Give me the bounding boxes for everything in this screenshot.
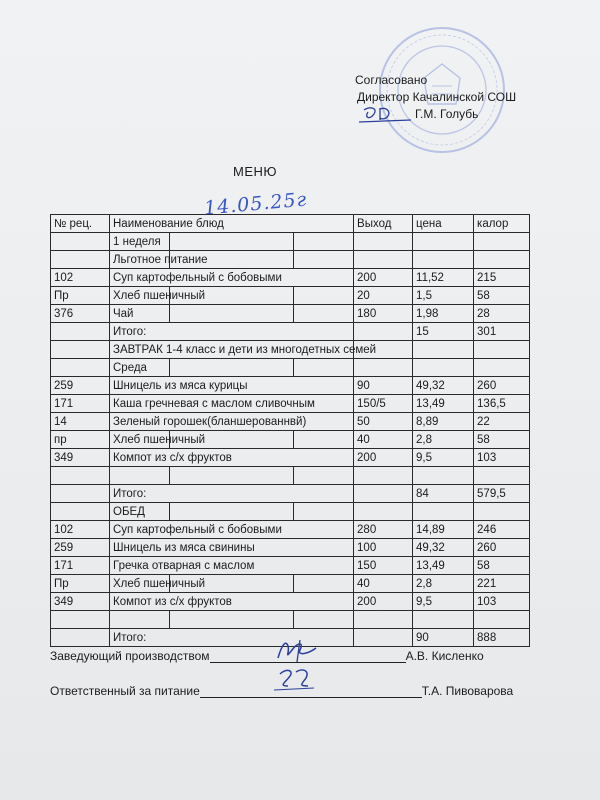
recipe-number-cell <box>51 323 110 341</box>
table-row <box>51 431 530 449</box>
empty-cell <box>294 431 354 449</box>
calories-cell <box>474 611 530 629</box>
yield-cell <box>354 251 413 269</box>
page-title: МЕНЮ <box>233 164 278 179</box>
dish-name-cell <box>110 467 170 485</box>
manager-signature-line <box>50 648 484 663</box>
empty-cell <box>294 251 354 269</box>
recipe-number-cell <box>51 485 110 503</box>
price-cell <box>413 251 474 269</box>
recipe-number-cell <box>51 467 110 485</box>
yield-cell <box>354 323 413 341</box>
calories-cell: 888 <box>474 629 530 647</box>
recipe-number-cell <box>51 233 110 251</box>
yield-cell: 90 <box>354 377 413 395</box>
price-cell: 14,89 <box>413 521 474 539</box>
yield-cell: 40 <box>354 575 413 593</box>
recipe-number-cell: Пр <box>51 287 110 305</box>
approval-director-name: Г.М. Голубь <box>415 107 479 121</box>
price-cell <box>413 359 474 377</box>
price-cell <box>413 503 474 521</box>
calories-cell: 58 <box>474 557 530 575</box>
table-row <box>51 359 530 377</box>
calories-cell: 260 <box>474 377 530 395</box>
table-row <box>51 413 530 431</box>
calories-cell <box>474 467 530 485</box>
dish-name-cell: Итого: <box>110 629 354 647</box>
empty-cell <box>294 611 354 629</box>
empty-cell <box>294 287 354 305</box>
yield-cell <box>354 611 413 629</box>
dish-name-cell: Среда <box>110 359 170 377</box>
calories-cell: 103 <box>474 449 530 467</box>
table-header-row <box>51 215 530 233</box>
calories-cell: 579,5 <box>474 485 530 503</box>
calories-cell <box>474 233 530 251</box>
calories-cell: 301 <box>474 323 530 341</box>
recipe-number-cell: 171 <box>51 395 110 413</box>
handwritten-date: 14.05.25г <box>203 188 308 220</box>
dish-name-cell: Льготное питание <box>110 251 170 269</box>
recipe-number-cell <box>51 341 110 359</box>
calories-cell: 136,5 <box>474 395 530 413</box>
table-row <box>51 449 530 467</box>
price-cell: 90 <box>413 629 474 647</box>
table-row <box>51 467 530 485</box>
manager-label: Заведующий производством <box>50 649 210 663</box>
table-row <box>51 539 530 557</box>
price-cell: 13,49 <box>413 395 474 413</box>
empty-cell <box>294 233 354 251</box>
yield-cell: 200 <box>354 593 413 611</box>
price-cell: 84 <box>413 485 474 503</box>
yield-cell <box>354 503 413 521</box>
manager-name: А.В. Кисленко <box>405 649 484 663</box>
table-row <box>51 611 530 629</box>
dish-name-cell: Хлеб пшеничный <box>110 287 170 305</box>
recipe-number-cell <box>51 629 110 647</box>
price-cell: 2,8 <box>413 575 474 593</box>
calories-cell: 28 <box>474 305 530 323</box>
dish-name-cell: 1 неделя <box>110 233 170 251</box>
dish-name-cell: Шницель из мяса курицы <box>110 377 354 395</box>
dish-name-cell: Каша гречневая с маслом сливочным <box>110 395 354 413</box>
calories-cell: 215 <box>474 269 530 287</box>
recipe-number-cell: 349 <box>51 593 110 611</box>
dish-name-cell: Хлеб пшеничный <box>110 431 170 449</box>
table-row <box>51 377 530 395</box>
empty-cell <box>294 359 354 377</box>
yield-cell: 50 <box>354 413 413 431</box>
calories-cell <box>474 251 530 269</box>
empty-cell <box>294 575 354 593</box>
empty-cell <box>170 233 294 251</box>
empty-cell <box>170 503 294 521</box>
calories-cell: 221 <box>474 575 530 593</box>
approval-position: Директор Качалинской СОШ <box>357 90 517 104</box>
dish-name-cell: Хлеб пшеничный <box>110 575 170 593</box>
responsible-label: Ответственный за питание <box>50 684 200 698</box>
calories-cell: 103 <box>474 593 530 611</box>
director-signature <box>356 104 414 126</box>
recipe-number-cell <box>51 503 110 521</box>
table-row <box>51 557 530 575</box>
recipe-number-cell <box>51 359 110 377</box>
price-cell: 9,5 <box>413 449 474 467</box>
table-row <box>51 593 530 611</box>
calories-cell: 58 <box>474 431 530 449</box>
dish-name-cell: Чай <box>110 305 170 323</box>
dish-name-cell: Компот из с/х фруктов <box>110 593 354 611</box>
header-cell: № рец. <box>51 215 110 233</box>
recipe-number-cell: 14 <box>51 413 110 431</box>
calories-cell: 22 <box>474 413 530 431</box>
dish-name-cell: ОБЕД <box>110 503 170 521</box>
price-cell: 1,98 <box>413 305 474 323</box>
recipe-number-cell: 376 <box>51 305 110 323</box>
price-cell <box>413 611 474 629</box>
table-row <box>51 341 530 359</box>
recipe-number-cell: 349 <box>51 449 110 467</box>
empty-cell <box>294 305 354 323</box>
menu-table <box>50 214 530 647</box>
price-cell <box>413 467 474 485</box>
table-row <box>51 521 530 539</box>
yield-cell: 280 <box>354 521 413 539</box>
responsible-signature <box>268 666 328 692</box>
calories-cell: 58 <box>474 287 530 305</box>
recipe-number-cell: пр <box>51 431 110 449</box>
table-row <box>51 305 530 323</box>
recipe-number-cell: 102 <box>51 521 110 539</box>
calories-cell: 246 <box>474 521 530 539</box>
header-cell: калор <box>474 215 530 233</box>
yield-cell <box>354 359 413 377</box>
price-cell <box>413 233 474 251</box>
recipe-number-cell: 259 <box>51 377 110 395</box>
yield-cell: 150/5 <box>354 395 413 413</box>
price-cell: 49,32 <box>413 539 474 557</box>
yield-cell: 180 <box>354 305 413 323</box>
empty-cell <box>294 467 354 485</box>
table-row <box>51 269 530 287</box>
dish-name-cell: Итого: <box>110 323 354 341</box>
price-cell: 49,32 <box>413 377 474 395</box>
yield-cell <box>354 467 413 485</box>
dish-name-cell: Суп картофельный с бобовыми <box>110 521 354 539</box>
yield-cell: 200 <box>354 269 413 287</box>
yield-cell: 150 <box>354 557 413 575</box>
dish-name-cell <box>110 611 170 629</box>
yield-cell: 200 <box>354 449 413 467</box>
calories-cell <box>474 341 530 359</box>
empty-cell <box>170 305 294 323</box>
empty-cell <box>170 611 294 629</box>
header-cell: цена <box>413 215 474 233</box>
recipe-number-cell: 259 <box>51 539 110 557</box>
recipe-number-cell <box>51 611 110 629</box>
yield-cell <box>354 233 413 251</box>
price-cell: 2,8 <box>413 431 474 449</box>
dish-name-cell: Шницель из мяса свинины <box>110 539 354 557</box>
empty-cell <box>294 503 354 521</box>
dish-name-cell: Зеленый горошек(бланшерованнвй) <box>110 413 354 431</box>
recipe-number-cell: 171 <box>51 557 110 575</box>
dish-name-cell: Гречка отварная с маслом <box>110 557 354 575</box>
calories-cell <box>474 503 530 521</box>
price-cell: 11,52 <box>413 269 474 287</box>
price-cell <box>413 341 474 359</box>
calories-cell: 260 <box>474 539 530 557</box>
dish-name-cell: ЗАВТРАК 1-4 класс и дети из многодетных семей <box>110 341 354 359</box>
price-cell: 9,5 <box>413 593 474 611</box>
table-row <box>51 575 530 593</box>
dish-name-cell: Компот из с/х фруктов <box>110 449 354 467</box>
table-row <box>51 395 530 413</box>
table-row <box>51 323 530 341</box>
header-cell: Наименование блюд <box>110 215 354 233</box>
yield-cell: 40 <box>354 431 413 449</box>
header-cell: Выход <box>354 215 413 233</box>
dish-name-cell: Суп картофельный с бобовыми <box>110 269 354 287</box>
approval-heading: Согласовано <box>355 73 428 87</box>
recipe-number-cell: 102 <box>51 269 110 287</box>
dish-name-cell: Итого: <box>110 485 354 503</box>
recipe-number-cell <box>51 251 110 269</box>
recipe-number-cell: Пр <box>51 575 110 593</box>
price-cell: 13,49 <box>413 557 474 575</box>
yield-cell <box>354 629 413 647</box>
price-cell: 15 <box>413 323 474 341</box>
responsible-name: Т.А. Пивоварова <box>421 684 514 698</box>
table-row <box>51 251 530 269</box>
table-row <box>51 233 530 251</box>
empty-cell <box>170 359 294 377</box>
empty-cell <box>170 467 294 485</box>
price-cell: 1,5 <box>413 287 474 305</box>
yield-cell: 100 <box>354 539 413 557</box>
yield-cell: 20 <box>354 287 413 305</box>
table-row <box>51 485 530 503</box>
table-row <box>51 503 530 521</box>
yield-cell <box>354 485 413 503</box>
calories-cell <box>474 359 530 377</box>
table-row <box>51 287 530 305</box>
price-cell: 8,89 <box>413 413 474 431</box>
manager-signature <box>270 636 330 666</box>
